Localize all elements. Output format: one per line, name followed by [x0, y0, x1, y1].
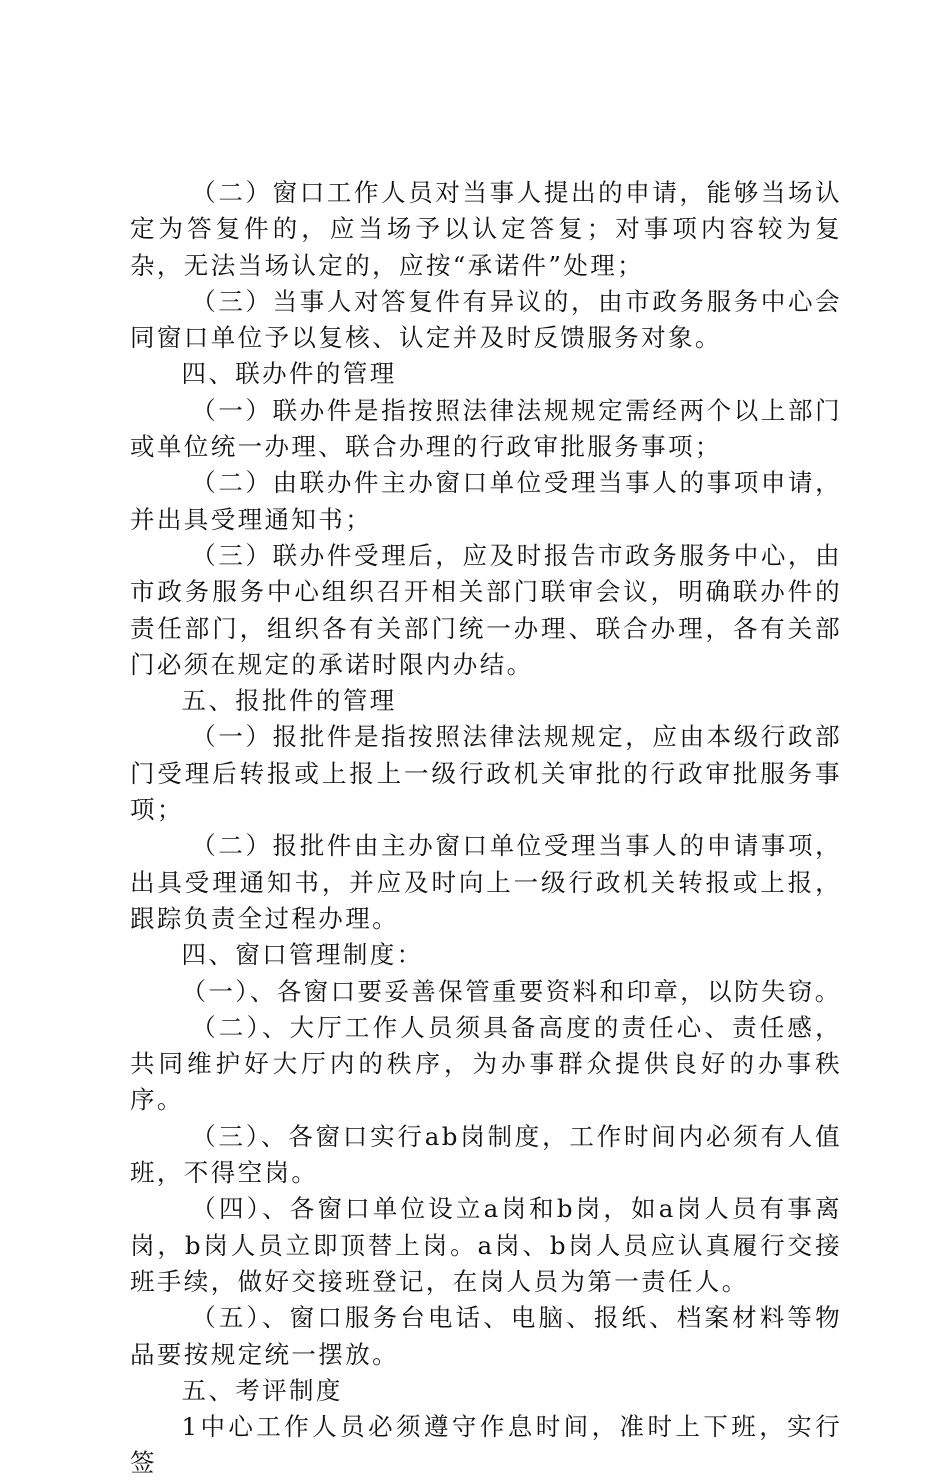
paragraph-window-rule-1: （一）、各窗口要妥善保管重要资料和印章，以防失窃。 — [181, 976, 842, 1006]
paragraph-evaluation-1: 1中心工作人员必须遵守作息时间，准时上下班，实行签 — [130, 1412, 842, 1478]
paragraph-joint-acceptance: （二）由联办件主办窗口单位受理当事人的事项申请，并出具受理通知书； — [130, 468, 842, 534]
paragraph-report-definition: （一）报批件是指按照法律法规规定，应由本级行政部门受理后转报或上报上一级行政机关审批的行政审批服务事项； — [130, 722, 842, 825]
paragraph-answer-objection: （三）当事人对答复件有异议的，由市政务服务中心会同窗口单位予以复核、认定并及时反馈服务对象。 — [130, 286, 842, 353]
paragraph-joint-review: （三）联办件受理后，应及时报告市政务服务中心，由市政务服务中心组织召开相关部门联审会议，明确联办件的责任部门，组织各有关部门统一办理、联合办理，各有关部门必须在规定的承诺时限内办结。 — [130, 540, 842, 679]
paragraph-joint-definition: （一）联办件是指按照法律法规规定需经两个以上部门或单位统一办理、联合办理的行政审批服务事项； — [130, 395, 842, 462]
document-body — [130, 175, 842, 1482]
section-heading-window-rules: 四、窗口管理制度： — [181, 940, 424, 970]
section-heading-joint-cases: 四、联办件的管理 — [181, 359, 397, 389]
paragraph-window-rule-4: （四）、各窗口单位设立a岗和b岗，如a岗人员有事离岗，b岗人员立即顶替上岗。a岗、b岗人员应认真履行交接班手续，做好交接班登记，在岗人员为第一责任人。 — [130, 1194, 842, 1296]
section-heading-report-cases: 五、报批件的管理 — [181, 686, 397, 716]
section-heading-evaluation: 五、考评制度 — [181, 1375, 343, 1405]
paragraph-window-rule-2: （二）、大厅工作人员须具备高度的责任心、责任感，共同维护好大厅内的秩序，为办事群众提供良好的办事秩序。 — [130, 1012, 842, 1115]
paragraph-window-rule-5: （五）、窗口服务台电话、电脑、报纸、档案材料等物品要按规定统一摆放。 — [130, 1303, 842, 1369]
paragraph-report-handling: （二）报批件由主办窗口单位受理当事人的申请事项，出具受理通知书，并应及时向上一级行政机关转报或上报，跟踪负责全过程办理。 — [130, 831, 842, 933]
paragraph-answer-onsite: （二）窗口工作人员对当事人提出的申请，能够当场认定为答复件的，应当场予以认定答复；对事项内容较为复杂，无法当场认定的，应按“承诺件”处理； — [130, 178, 842, 280]
paragraph-window-rule-3: （三）、各窗口实行ab岗制度，工作时间内必须有人值班，不得空岗。 — [130, 1121, 842, 1188]
